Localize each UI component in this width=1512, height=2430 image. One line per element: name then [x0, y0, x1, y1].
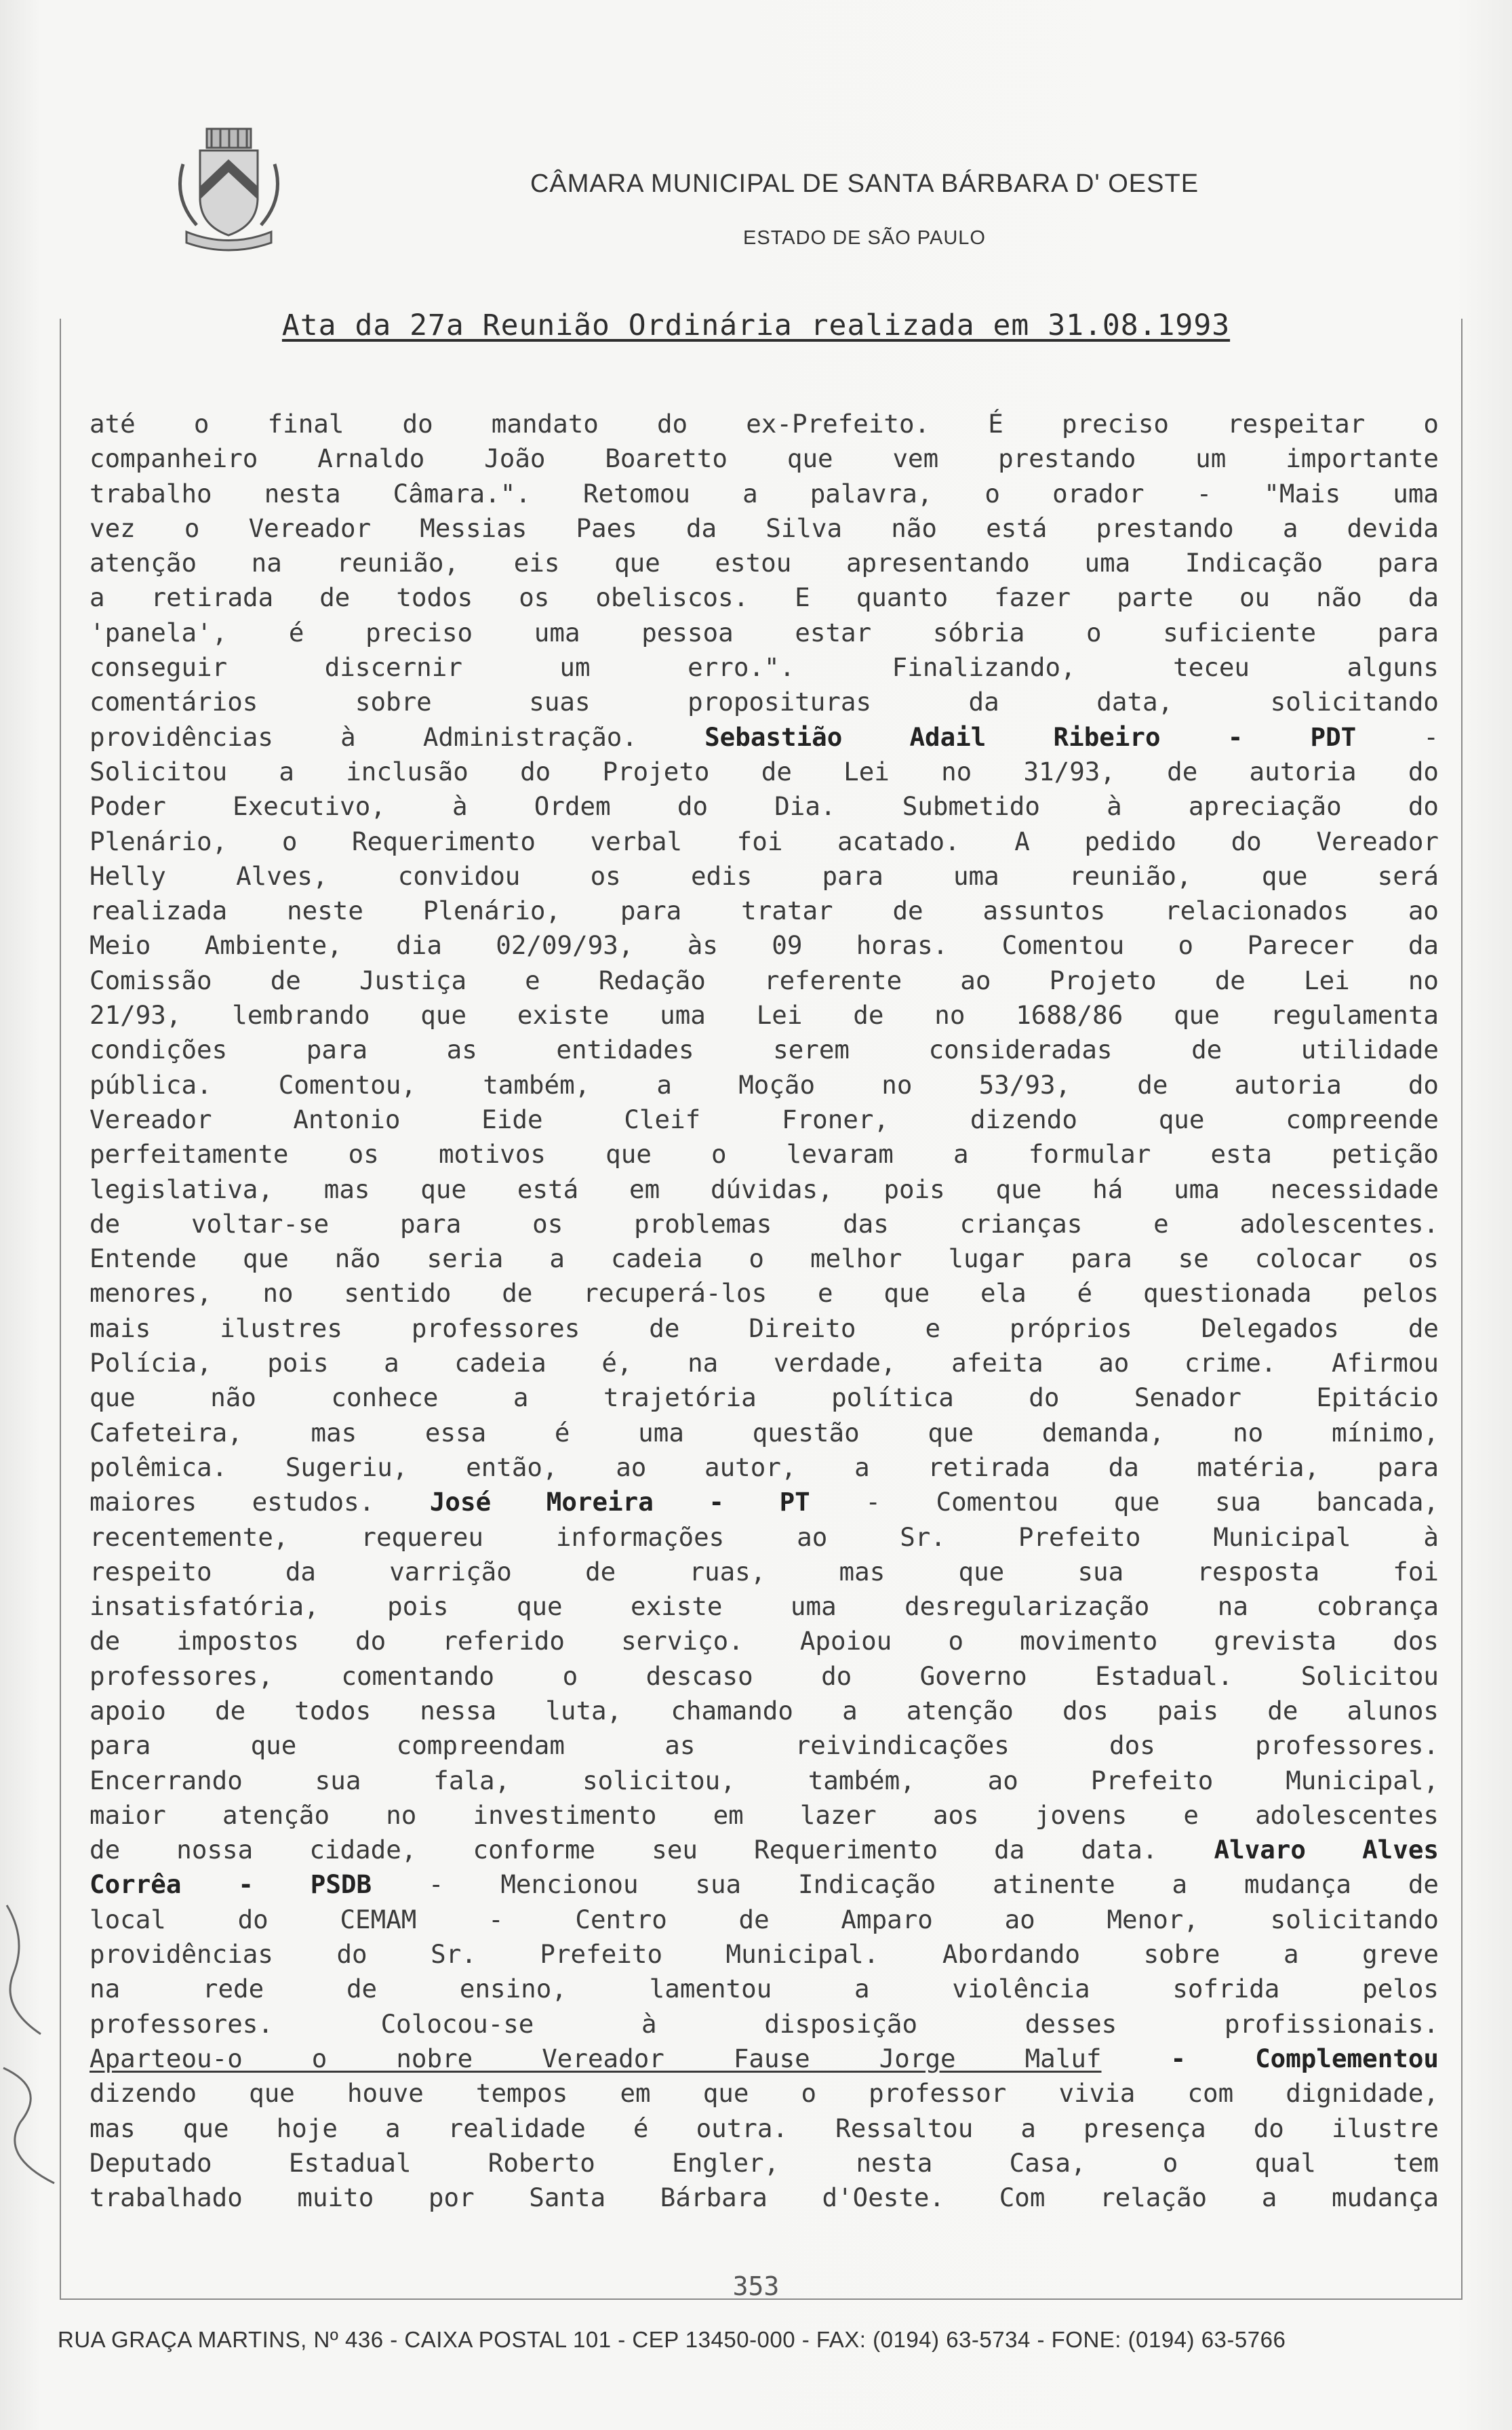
- line-text: - Comentou que sua bancada,: [810, 1487, 1439, 1517]
- minutes-line: [89, 1972, 1439, 2006]
- line-text: recentemente, requereu informações ao Sr. Prefeito Municipal à: [89, 1521, 1439, 1552]
- minutes-line: [89, 1241, 1439, 1276]
- minutes-line: [89, 1728, 1439, 1763]
- line-text: Deputado Estadual Roberto Engler, nesta Casa, o qual tem: [89, 2147, 1439, 2178]
- minutes-line: [89, 2146, 1439, 2180]
- minutes-line: [89, 1624, 1439, 1658]
- line-text: vez o Vereador Messias Paes da Silva não está prestando a devida: [89, 513, 1439, 543]
- line-text: pública. Comentou, também, a Moção no 53/93, de autoria do: [89, 1069, 1439, 1100]
- line-text: de voltar-se para os problemas das crianças e adolescentes.: [89, 1208, 1439, 1239]
- minutes-line: [89, 1833, 1439, 1867]
- minutes-line: [89, 1346, 1439, 1380]
- line-text: insatisfatória, pois que existe uma desregularização na cobrança: [89, 1591, 1439, 1622]
- line-text: Meio Ambiente, dia 02/09/93, às 09 horas. Comentou o Parecer da: [89, 930, 1439, 961]
- line-text: providências à Administração.: [89, 721, 705, 752]
- minutes-line: [89, 963, 1439, 998]
- minutes-line: [89, 1137, 1439, 1172]
- speaker-name: - Complementou: [1101, 2043, 1439, 2073]
- line-text: que não conhece a trajetória política do Senador Epitácio: [89, 1382, 1439, 1413]
- line-text: providências do Sr. Prefeito Municipal. Abordando sobre a greve: [89, 1939, 1439, 1970]
- minutes-line: [89, 755, 1439, 789]
- line-text: de nossa cidade, conforme seu Requerimento da data.: [89, 1835, 1214, 1865]
- line-text: professores, comentando o descaso do Governo Estadual. Solicitou: [89, 1660, 1439, 1691]
- line-text: Encerrando sua fala, solicitou, também, ao Prefeito Municipal,: [89, 1765, 1439, 1795]
- line-text: companheiro Arnaldo João Boaretto que vem prestando um importante: [89, 443, 1439, 474]
- line-text: condições para as entidades serem consideradas de utilidade: [89, 1035, 1439, 1065]
- line-text: atenção na reunião, eis que estou apresentando uma Indicação para: [89, 548, 1439, 578]
- minutes-line: [89, 477, 1439, 511]
- minutes-title: Ata da 27a Reunião Ordinária realizada em 31.08.1993: [281, 308, 1231, 342]
- minutes-line: [89, 1416, 1439, 1450]
- minutes-line: [89, 1903, 1439, 1937]
- frame-right-border: [1461, 319, 1463, 2298]
- line-text: maior atenção no investimento em lazer aos jovens e adolescentes: [89, 1799, 1439, 1830]
- minutes-line: [89, 616, 1439, 650]
- minutes-line: [89, 1764, 1439, 1798]
- line-text: mas que hoje a realidade é outra. Ressaltou a presença do ilustre: [89, 2113, 1439, 2143]
- minutes-line: [89, 824, 1439, 859]
- minutes-line: [89, 1589, 1439, 1624]
- line-text: até o final do mandato do ex-Prefeito. É preciso respeitar o: [89, 409, 1439, 439]
- minutes-line: [89, 998, 1439, 1033]
- line-text: a retirada de todos os obeliscos. E quanto fazer parte ou não da: [89, 582, 1439, 613]
- line-text: para que compreendam as reivindicações dos professores.: [89, 1730, 1439, 1761]
- speaker-name: Corrêa - PSDB: [89, 1869, 372, 1900]
- handwritten-signature-icon: [0, 1898, 75, 2251]
- line-text: Vereador Antonio Eide Cleif Froner, dizendo que compreende: [89, 1104, 1439, 1134]
- minutes-line: [89, 1450, 1439, 1485]
- line-text: de impostos do referido serviço. Apoiou o movimento grevista dos: [89, 1626, 1439, 1656]
- minutes-line: [89, 1485, 1439, 1519]
- minutes-line: [89, 511, 1439, 546]
- line-text: trabalho nesta Câmara.". Retomou a palavra, o orador - "Mais uma: [89, 478, 1439, 509]
- line-text: mais ilustres professores de Direito e próprios Delegados de: [89, 1313, 1439, 1343]
- line-text: menores, no sentido de recuperá-los e que ela é questionada pelos: [89, 1278, 1439, 1309]
- speaker-name: Sebastião Adail Ribeiro - PDT: [704, 721, 1357, 752]
- minutes-line: [89, 2180, 1439, 2215]
- minutes-line: [89, 928, 1439, 963]
- minutes-line: [89, 546, 1439, 580]
- minutes-body: [89, 407, 1439, 2215]
- minutes-line: [89, 1380, 1439, 1415]
- line-text: Comissão de Justiça e Redação referente ao Projeto de Lei no: [89, 965, 1439, 995]
- minutes-line: [89, 1311, 1439, 1346]
- speaker-name: Alvaro Alves: [1214, 1835, 1439, 1865]
- minutes-line: [89, 1172, 1439, 1207]
- minutes-line: [89, 650, 1439, 685]
- line-text: realizada neste Plenário, para tratar de assuntos relacionados ao: [89, 896, 1439, 926]
- line-text: Poder Executivo, à Ordem do Dia. Submetido à apreciação do: [89, 791, 1439, 822]
- line-text: comentários sobre suas proposituras da data, solicitando: [89, 687, 1439, 717]
- state-subtitle: ESTADO DE SÃO PAULO: [743, 227, 986, 249]
- minutes-line: [89, 685, 1439, 719]
- aparte-speaker: Aparteou-o o nobre Vereador Fause Jorge Maluf: [89, 2043, 1102, 2073]
- line-text: 'panela', é preciso uma pessoa estar sóbria o suficiente para: [89, 617, 1439, 648]
- page-number: 353: [732, 2271, 780, 2301]
- line-text: Cafeteira, mas essa é uma questão que demanda, no mínimo,: [89, 1417, 1439, 1448]
- minutes-line: [89, 1520, 1439, 1555]
- address-footer: RUA GRAÇA MARTINS, Nº 436 - CAIXA POSTAL 101 - CEP 13450-000 - FAX: (0194) 63-5734 - FONE: (0194) 63-5766: [58, 2327, 1286, 2352]
- line-text: -: [1356, 721, 1439, 752]
- line-text: Polícia, pois a cadeia é, na verdade, afeita ao crime. Afirmou: [89, 1348, 1439, 1378]
- line-text: dizendo que houve tempos em que o professor vivia com dignidade,: [89, 2078, 1439, 2109]
- line-text: legislativa, mas que está em dúvidas, pois que há uma necessidade: [89, 1174, 1439, 1204]
- minutes-line: [89, 1798, 1439, 1833]
- minutes-line: [89, 407, 1439, 441]
- minutes-line: [89, 1068, 1439, 1102]
- minutes-line: [89, 894, 1439, 928]
- speaker-name: José Moreira - PT: [429, 1487, 810, 1517]
- minutes-line: [89, 580, 1439, 615]
- minutes-line: [89, 1867, 1439, 1902]
- minutes-line: [89, 441, 1439, 476]
- minutes-line: [89, 2007, 1439, 2041]
- line-text: trabalhado muito por Santa Bárbara d'Oeste. Com relação a mudança: [89, 2183, 1439, 2213]
- minutes-line: [89, 1555, 1439, 1589]
- line-text: 21/93, lembrando que existe uma Lei de no 1688/86 que regulamenta: [89, 1000, 1439, 1031]
- line-text: Helly Alves, convidou os edis para uma reunião, que será: [89, 860, 1439, 891]
- minutes-line: [89, 1207, 1439, 1241]
- minutes-line: [89, 2041, 1439, 2076]
- line-text: Solicitou a inclusão do Projeto de Lei no 31/93, de autoria do: [89, 756, 1439, 786]
- line-text: respeito da varrição de ruas, mas que sua resposta foi: [89, 1556, 1439, 1587]
- line-text: local do CEMAM - Centro de Amparo ao Menor, solicitando: [89, 1904, 1439, 1934]
- minutes-line: [89, 720, 1439, 755]
- minutes-line: [89, 1276, 1439, 1311]
- minutes-line: [89, 1033, 1439, 1067]
- line-text: na rede de ensino, lamentou a violência sofrida pelos: [89, 1974, 1439, 2004]
- line-text: apoio de todos nessa luta, chamando a atenção dos pais de alunos: [89, 1695, 1439, 1726]
- minutes-line: [89, 2111, 1439, 2146]
- line-text: perfeitamente os motivos que o levaram a formular esta petição: [89, 1139, 1439, 1170]
- line-text: maiores estudos.: [89, 1487, 430, 1517]
- minutes-line: [89, 789, 1439, 824]
- line-text: Entende que não seria a cadeia o melhor lugar para se colocar os: [89, 1243, 1439, 1274]
- line-text: professores. Colocou-se à disposição desses profissionais.: [89, 2008, 1439, 2039]
- line-text: conseguir discernir um erro.". Finalizando, teceu alguns: [89, 652, 1439, 683]
- minutes-line: [89, 2076, 1439, 2111]
- minutes-line: [89, 1937, 1439, 1972]
- minutes-line: [89, 859, 1439, 894]
- line-text: polêmica. Sugeriu, então, ao autor, a retirada da matéria, para: [89, 1452, 1439, 1482]
- line-text: - Mencionou sua Indicação atinente a mudança de: [372, 1869, 1439, 1900]
- minutes-line: [89, 1694, 1439, 1728]
- line-text: Plenário, o Requerimento verbal foi acatado. A pedido do Vereador: [89, 826, 1439, 856]
- minutes-line: [89, 1102, 1439, 1137]
- minutes-line: [89, 1659, 1439, 1694]
- institution-title: CÂMARA MUNICIPAL DE SANTA BÁRBARA D' OESTE: [530, 170, 1199, 198]
